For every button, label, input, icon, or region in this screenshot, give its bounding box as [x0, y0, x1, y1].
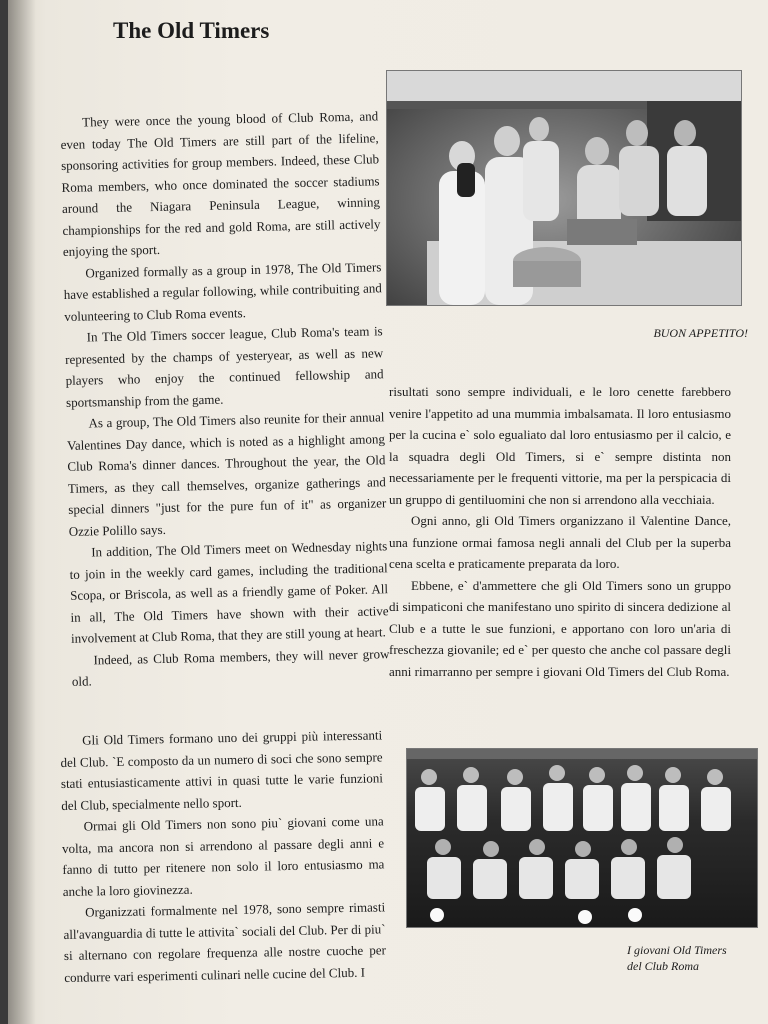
magazine-page: [8, 0, 768, 1024]
page-gutter-shadow: [8, 0, 36, 1024]
italian-left-column: [60, 724, 386, 988]
english-paragraph: Indeed, as Club Roma members, they will never grow old.: [71, 645, 390, 689]
team-photo-caption: [627, 942, 767, 974]
cooks-photo: [386, 70, 742, 306]
italian-paragraph: Ormai gli Old Timers non sono piu` giovani come una volta, ma ancora non si arrendono al passare degli anni e fanno di tutto per ritenere non solo il loro entusiasmo ma anche la loro giovinezza.: [61, 813, 385, 899]
italian-paragraph: Ogni anno, gli Old Timers organizzano il Valentine Dance, una funzione ormai famosa negli annali del Club per la superba cena scelta e praticamente preparata da loro.: [389, 513, 731, 571]
english-paragraph: As a group, The Old Timers also reunite for their annual Valentines Day dance, which is noted as a highlight among Club Roma's dinner dances. Throughout the year, the Old Timers, as they call themselves, organize gatherings and special dinners "just for the pure fun of it" as organizer Ozzie Polillo says.: [66, 409, 387, 539]
article-title: The Old Timers: [113, 18, 270, 43]
english-paragraph: Organized formally as a group in 1978, The Old Timers have established a regular following, while contribuiting and volunteering to Club Roma events.: [63, 258, 382, 324]
team-caption-line: del Club Roma: [627, 959, 699, 973]
english-paragraph: In addition, The Old Timers meet on Wednesday nights to join in the weekly card games, including the traditional Scopa, or Briscola, as well as a friendly game of Poker. All in all, The Old Timers have shown with their active involvement at Club Roma, that they are still young at heart.: [69, 538, 389, 646]
team-photo-illustration: [407, 749, 757, 927]
italian-paragraph: Ebbene, e` d'ammettere che gli Old Timers sono un gruppo di simpaticoni che manifestano uno spirito di sincera dedizione al Club e a tutte le sue funzioni, e apportano con loro un'aria di freschezza giovanile; ed e` per questo che anche col passare degli anni rimarranno per sempre i giovani Old Timers del Club Roma.: [389, 577, 731, 679]
cooks-photo-caption: BUON APPETITO!: [653, 326, 748, 340]
italian-paragraph: risultati sono sempre individuali, e le loro cenette farebbero venire l'appetito ad una mummia imbalsamata. Il loro entusiasmo per la cucina e` solo egualiato dal loro entusiasmo per il calcio, e la squadra degli Old Timers, si e` sempre distinta non necessariamente per le frequenti vittorie, ma per la perspicacia di un gruppo di gentiluomini che non si arrendono alla vecchiaia.: [389, 384, 731, 507]
team-photo: [406, 748, 758, 928]
english-paragraph: They were once the young blood of Club Roma, and even today The Old Timers are still part of the lifeline, sponsoring activities for group members. Indeed, these Club Roma members, who once dominated the soccer stadiums around the Niagara Peninsula League, winning championships for the red and gold Roma, are still actively enjoying the sport.: [60, 108, 381, 259]
italian-right-column: [389, 381, 731, 682]
italian-paragraph: Organizzati formalmente nel 1978, sono sempre rimasti all'avanguardia di tutte le attivita` sociali del Club. Per di piu` si alternano con regolare frequenza alle nostre cuoche per condurre vari esperimenti culinari nelle cucine del Club. I: [63, 899, 387, 985]
english-column: [60, 105, 390, 692]
team-caption-line: I giovani Old Timers: [627, 943, 727, 957]
cooks-photo-illustration: [387, 71, 741, 305]
english-paragraph: In The Old Timers soccer league, Club Roma's team is represented by the champs of yesteryear, as well as new players who enjoy the continued fellowship and sportsmanship from the game.: [65, 323, 384, 410]
italian-paragraph: Gli Old Timers formano uno dei gruppi più interessanti del Club. `E composto da un numero di soci che sono sempre stati entusiasticamente attivi in quasi tutte le varie funzioni del Club, specialmente nello sport.: [60, 727, 384, 813]
